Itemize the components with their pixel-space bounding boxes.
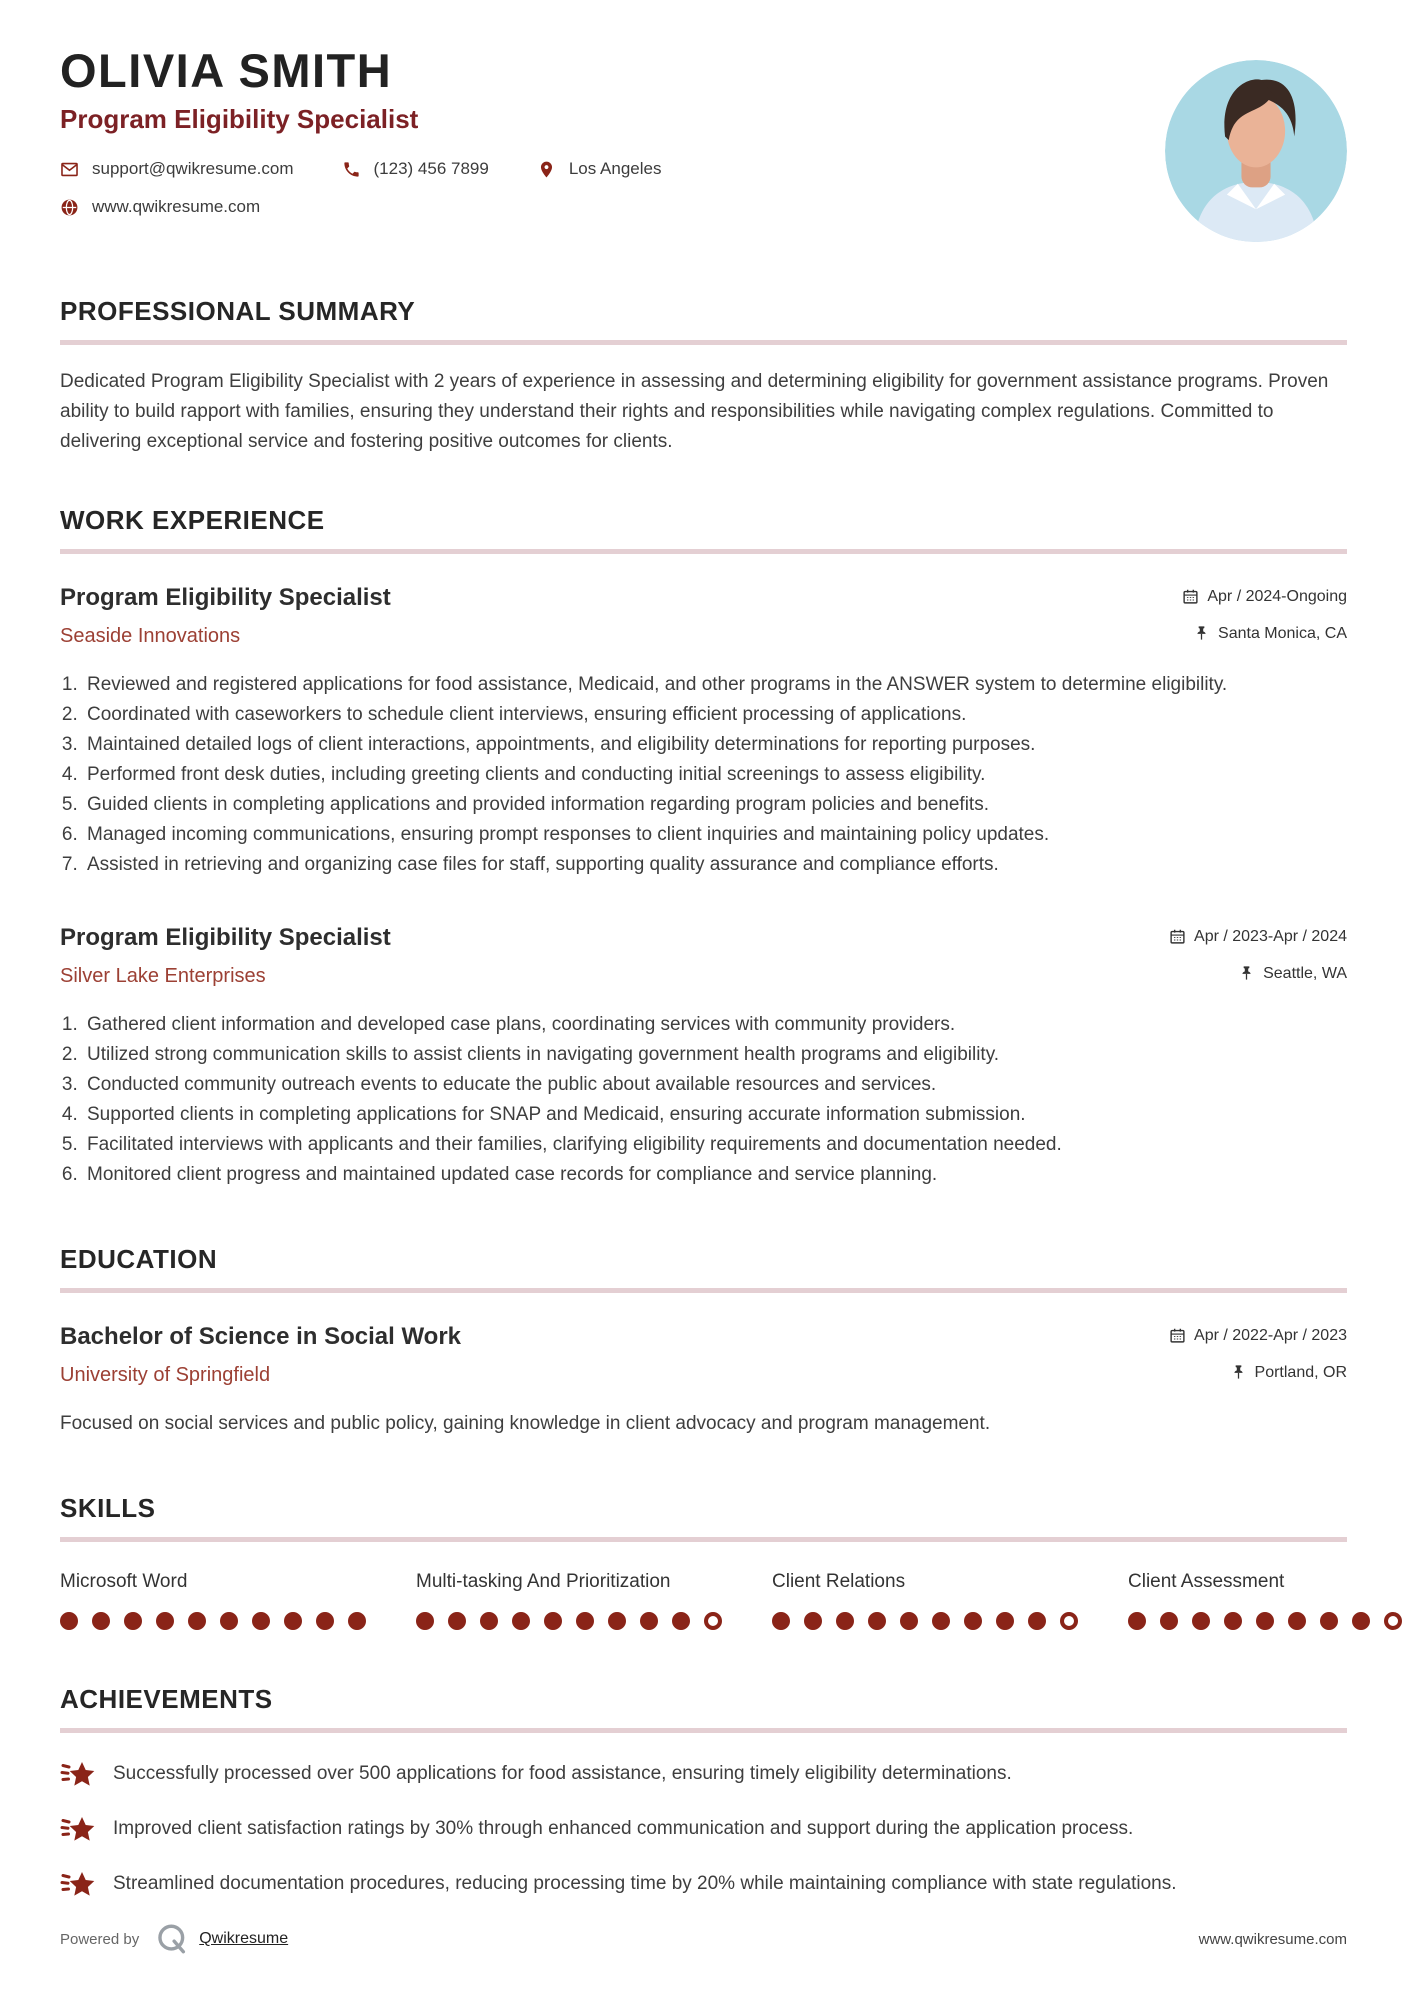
person-job-title: Program Eligibility Specialist <box>60 104 419 135</box>
skill-client-relations <box>772 1568 1092 1630</box>
rating-dot-filled <box>804 1612 822 1630</box>
rating-dot-empty <box>704 1612 722 1630</box>
job-location <box>1238 965 1347 983</box>
rating-dot-filled <box>640 1612 658 1630</box>
achievements-heading: ACHIEVEMENTS <box>60 1684 273 1714</box>
skill-name: Multi-tasking And Prioritization <box>416 1571 671 1592</box>
resume-header <box>60 46 1347 242</box>
pushpin-icon <box>1230 1364 1247 1381</box>
rating-dot-filled <box>124 1612 142 1630</box>
job-company-row <box>60 952 1347 988</box>
job-bullet: 3. Conducted community outreach events to educate the public about available resources and services. <box>83 1070 1347 1100</box>
location-value: Los Angeles <box>568 159 662 179</box>
job-title-row <box>60 584 1347 612</box>
calendar-icon <box>1169 928 1186 945</box>
job-bullet-list <box>60 1010 1347 1190</box>
section-achievements <box>60 1684 1347 1902</box>
person-name: OLIVIA SMITH <box>60 44 393 97</box>
rating-dot-filled <box>996 1612 1014 1630</box>
degree-title: Bachelor of Science in Social Work <box>60 1323 462 1350</box>
rating-dot-filled <box>1224 1612 1242 1630</box>
rating-dot-filled <box>316 1612 334 1630</box>
achievement-text: Improved client satisfaction ratings by 30% through enhanced communication and support during the application process. <box>113 1818 1134 1839</box>
rating-dot-filled <box>188 1612 206 1630</box>
experience-heading: WORK EXPERIENCE <box>60 505 325 535</box>
section-divider <box>60 1288 1347 1293</box>
section-education <box>60 1244 1347 1439</box>
rating-dot-filled <box>1256 1612 1274 1630</box>
achievements-list <box>60 1759 1347 1902</box>
job-entry-1 <box>60 584 1347 880</box>
achievement-item <box>60 1814 1347 1847</box>
job-dates-value: Apr / 2024-Ongoing <box>1207 587 1347 605</box>
location-pin-icon <box>537 160 556 179</box>
education-heading: EDUCATION <box>60 1244 218 1274</box>
shooting-star-icon <box>60 1811 96 1847</box>
achievement-item <box>60 1869 1347 1902</box>
rating-dot-filled <box>60 1612 78 1630</box>
rating-dot-filled <box>1192 1612 1210 1630</box>
job-bullet: 4. Supported clients in completing applications for SNAP and Medicaid, ensuring accurate information submission. <box>83 1100 1347 1130</box>
website-value: www.qwikresume.com <box>92 197 261 217</box>
skill-microsoft-word <box>60 1568 380 1630</box>
section-skills <box>60 1493 1347 1630</box>
job-location <box>1193 625 1347 643</box>
skill-name: Client Assessment <box>1128 1571 1285 1592</box>
rating-dot-filled <box>448 1612 466 1630</box>
job-bullet: 5. Facilitated interviews with applicants and their families, clarifying eligibility requirements and documentation needed. <box>83 1130 1347 1160</box>
contact-row-2 <box>60 197 709 217</box>
education-description: Focused on social services and public policy, gaining knowledge in client advocacy and program management. <box>60 1413 991 1434</box>
skills-heading: SKILLS <box>60 1493 156 1523</box>
pushpin-icon <box>1193 625 1210 642</box>
job-dates <box>1182 588 1347 606</box>
job-title: Program Eligibility Specialist <box>60 924 391 951</box>
job-bullet: 2. Coordinated with caseworkers to schedule client interviews, ensuring efficient processing of applications. <box>83 700 1347 730</box>
skill-rating-dots <box>416 1612 736 1630</box>
education-location-value: Portland, OR <box>1254 1363 1347 1381</box>
achievement-text: Streamlined documentation procedures, reducing processing time by 20% while maintaining compliance with state regulations. <box>113 1873 1177 1894</box>
rating-dot-filled <box>1352 1612 1370 1630</box>
header-identity <box>60 46 709 217</box>
email-icon <box>60 160 79 179</box>
job-title: Program Eligibility Specialist <box>60 584 391 611</box>
education-dates <box>1169 1327 1347 1345</box>
rating-dot-filled <box>964 1612 982 1630</box>
section-divider <box>60 549 1347 554</box>
rating-dot-filled <box>252 1612 270 1630</box>
skill-rating-dots <box>60 1612 380 1630</box>
job-company-row <box>60 612 1347 648</box>
avatar <box>1165 60 1347 242</box>
rating-dot-filled <box>868 1612 886 1630</box>
job-title-row <box>60 924 1347 952</box>
skill-name: Client Relations <box>772 1571 906 1592</box>
education-location <box>1230 1364 1347 1382</box>
phone-link[interactable] <box>342 159 489 179</box>
job-bullet: 6. Managed incoming communications, ensuring prompt responses to client inquiries and maintaining policy updates. <box>83 820 1347 850</box>
shooting-star-icon <box>60 1756 96 1792</box>
summary-heading: PROFESSIONAL SUMMARY <box>60 296 416 326</box>
footer-branding <box>60 1922 288 1956</box>
education-title-row <box>60 1323 1347 1351</box>
rating-dot-filled <box>932 1612 950 1630</box>
footer-website-link[interactable]: www.qwikresume.com <box>1198 1930 1347 1948</box>
calendar-icon <box>1182 588 1199 605</box>
phone-icon <box>342 160 361 179</box>
rating-dot-filled <box>416 1612 434 1630</box>
job-bullet: 1. Reviewed and registered applications for food assistance, Medicaid, and other programs in the ANSWER system to determine eligibility. <box>83 670 1347 700</box>
rating-dot-filled <box>1320 1612 1338 1630</box>
qwikresume-brand-link[interactable]: Qwikresume <box>199 1930 289 1947</box>
skill-name: Microsoft Word <box>60 1571 188 1592</box>
job-company: Silver Lake Enterprises <box>60 965 266 987</box>
job-entry-2 <box>60 924 1347 1190</box>
rating-dot-filled <box>1160 1612 1178 1630</box>
rating-dot-filled <box>220 1612 238 1630</box>
calendar-icon <box>1169 1327 1186 1344</box>
rating-dot-filled <box>1028 1612 1046 1630</box>
job-bullet: 5. Guided clients in completing applications and provided information regarding program policies and benefits. <box>83 790 1347 820</box>
rating-dot-filled <box>836 1612 854 1630</box>
rating-dot-empty <box>1384 1612 1402 1630</box>
email-link[interactable] <box>60 159 294 179</box>
job-dates <box>1169 928 1347 946</box>
rating-dot-filled <box>512 1612 530 1630</box>
education-entry <box>60 1323 1347 1439</box>
job-bullet: 2. Utilized strong communication skills to assist clients in navigating government health programs and eligibility. <box>83 1040 1347 1070</box>
job-bullet: 3. Maintained detailed logs of client interactions, appointments, and eligibility determinations for reporting purposes. <box>83 730 1347 760</box>
rating-dot-filled <box>672 1612 690 1630</box>
summary-text: Dedicated Program Eligibility Specialist with 2 years of experience in assessing and determining eligibility for government assistance programs. Proven ability to build rapport with families, ensuring they understand their rights and responsibilities while navigating complex regulations. Committed to delivering exceptional service and fostering positive outcomes for clients. <box>60 371 1329 452</box>
skill-rating-dots <box>1128 1612 1407 1630</box>
skill-rating-dots <box>772 1612 1092 1630</box>
skill-multitasking <box>416 1568 736 1630</box>
website-link[interactable] <box>60 197 260 217</box>
location-item <box>537 159 662 179</box>
achievement-text: Successfully processed over 500 applications for food assistance, ensuring timely eligibility determinations. <box>113 1763 1012 1784</box>
page-footer <box>60 1922 1347 1956</box>
skill-client-assessment <box>1128 1568 1407 1630</box>
globe-icon <box>60 198 79 217</box>
rating-dot-filled <box>900 1612 918 1630</box>
pushpin-icon <box>1238 965 1255 982</box>
education-dates-value: Apr / 2022-Apr / 2023 <box>1194 1326 1347 1344</box>
job-bullet: 7. Assisted in retrieving and organizing case files for staff, supporting quality assurance and compliance efforts. <box>83 850 1347 880</box>
rating-dot-filled <box>544 1612 562 1630</box>
job-dates-value: Apr / 2023-Apr / 2024 <box>1194 927 1347 945</box>
job-bullet: 4. Performed front desk duties, including greeting clients and conducting initial screenings to assess eligibility. <box>83 760 1347 790</box>
qwikresume-logo-icon <box>155 1922 189 1956</box>
contact-row-1 <box>60 159 709 179</box>
powered-by-label: Powered by <box>60 1930 140 1948</box>
job-location-value: Santa Monica, CA <box>1218 624 1347 642</box>
section-divider <box>60 1728 1347 1733</box>
rating-dot-filled <box>772 1612 790 1630</box>
section-divider <box>60 1537 1347 1542</box>
phone-value: (123) 456 7899 <box>373 159 489 179</box>
section-divider <box>60 340 1347 345</box>
rating-dot-filled <box>348 1612 366 1630</box>
rating-dot-filled <box>284 1612 302 1630</box>
school-name: University of Springfield <box>60 1364 271 1386</box>
avatar-portrait <box>1165 60 1347 242</box>
shooting-star-icon <box>60 1866 96 1902</box>
job-bullet: 6. Monitored client progress and maintained updated case records for compliance and service planning. <box>83 1160 1347 1190</box>
job-company: Seaside Innovations <box>60 625 241 647</box>
job-location-value: Seattle, WA <box>1263 964 1347 982</box>
email-value: support@qwikresume.com <box>92 159 294 179</box>
rating-dot-filled <box>480 1612 498 1630</box>
rating-dot-filled <box>92 1612 110 1630</box>
education-school-row <box>60 1351 1347 1387</box>
job-bullet-list <box>60 670 1347 880</box>
rating-dot-empty <box>1060 1612 1078 1630</box>
rating-dot-filled <box>1288 1612 1306 1630</box>
rating-dot-filled <box>1128 1612 1146 1630</box>
section-experience <box>60 505 1347 1190</box>
rating-dot-filled <box>576 1612 594 1630</box>
skills-grid <box>60 1568 1347 1630</box>
achievement-item <box>60 1759 1347 1792</box>
job-bullet: 1. Gathered client information and developed case plans, coordinating services with community providers. <box>83 1010 1347 1040</box>
rating-dot-filled <box>608 1612 626 1630</box>
rating-dot-filled <box>156 1612 174 1630</box>
section-summary <box>60 296 1347 457</box>
